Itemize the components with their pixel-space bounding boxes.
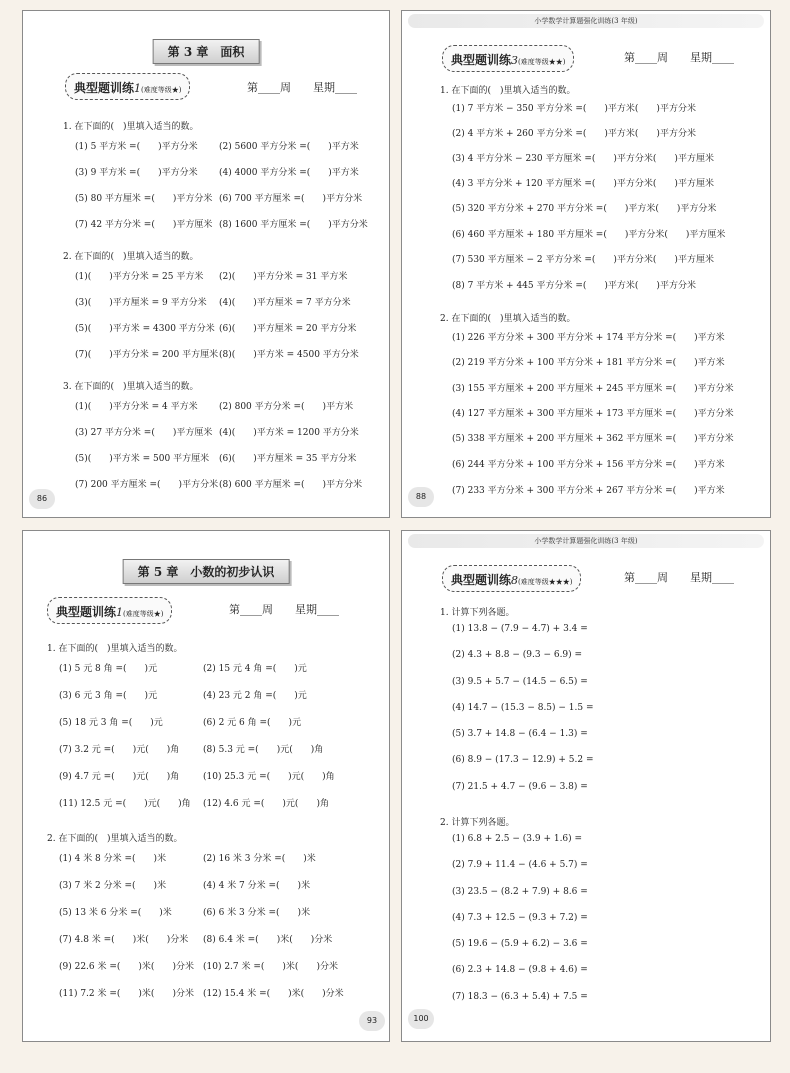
question-item: (6)( )平方厘米 = 20 平方分米 [219, 324, 357, 334]
question-item: (9) 22.6 米 =( )米( )分米 [59, 962, 194, 972]
training-badge [442, 565, 581, 592]
workbook-page-100 [401, 530, 771, 1042]
question-heading: 1. 在下面的( )里填入适当的数。 [47, 644, 183, 654]
question-item: (6)( )平方厘米 = 35 平方分米 [219, 454, 357, 464]
question-item: (5) 3.7 + 14.8 − (6.4 − 1.3) = [452, 729, 588, 739]
question-heading: 1. 计算下列各题。 [440, 608, 515, 618]
question-item: (7) 530 平方厘米 − 2 平方分米 =( )平方分米( )平方厘米 [452, 255, 714, 265]
question-item: (3) 9.5 + 5.7 − (14.5 − 6.5) = [452, 677, 588, 687]
question-item: (2) 4 平方米 + 260 平方分米 =( )平方米( )平方分米 [452, 129, 696, 139]
page-number: 86 [29, 489, 55, 509]
training-title: 典型题训练 [74, 81, 135, 95]
question-item: (1)( )平方分米 = 25 平方米 [75, 272, 204, 282]
week-day-line: 第____周 星期____ [624, 51, 734, 64]
question-item: (5) 18 元 3 角 =( )元 [59, 718, 163, 728]
question-item: (1)( )平方分米 = 4 平方米 [75, 402, 198, 412]
training-title: 典型题训练 [56, 605, 117, 619]
question-item: (11) 12.5 元 =( )元( )角 [59, 799, 191, 809]
question-item: (7)( )平方分米 = 200 平方厘米 [75, 350, 219, 360]
question-item: (2) 15 元 4 角 =( )元 [203, 664, 307, 674]
question-item: (6) 700 平方厘米 =( )平方分米 [219, 194, 363, 204]
question-item: (8) 5.3 元 =( )元( )角 [203, 745, 324, 755]
question-item: (1) 13.8 − (7.9 − 4.7) + 3.4 = [452, 624, 588, 634]
question-item: (5) 80 平方厘米 =( )平方分米 [75, 194, 213, 204]
training-title: 典型题训练 [451, 53, 512, 67]
question-item: (4) 23 元 2 角 =( )元 [203, 691, 307, 701]
question-heading: 2. 在下面的( )里填入适当的数。 [440, 314, 576, 324]
week-day-line: 第____周 星期____ [624, 571, 734, 584]
question-item: (12) 4.6 元 =( )元( )角 [203, 799, 329, 809]
question-item: (3) 9 平方米 =( )平方分米 [75, 168, 198, 178]
page-number: 88 [408, 487, 434, 507]
difficulty-level: (难度等级★) [141, 86, 182, 94]
question-item: (9) 4.7 元 =( )元( )角 [59, 772, 180, 782]
page-number: 100 [408, 1009, 434, 1029]
workbook-page-88 [401, 10, 771, 518]
question-item: (8)( )平方米 = 4500 平方分米 [219, 350, 359, 360]
workbook-page-86 [22, 10, 390, 518]
workbook-page-93 [22, 530, 390, 1042]
training-title: 典型题训练 [451, 573, 512, 587]
question-item: (1) 4 米 8 分米 =( )米 [59, 854, 167, 864]
question-item: (10) 25.3 元 =( )元( )角 [203, 772, 335, 782]
question-item: (7) 4.8 米 =( )米( )分米 [59, 935, 189, 945]
question-item: (10) 2.7 米 =( )米( )分米 [203, 962, 338, 972]
training-number: 8 [511, 574, 519, 587]
question-item: (8) 6.4 米 =( )米( )分米 [203, 935, 333, 945]
question-item: (4) 7.3 + 12.5 − (9.3 + 7.2) = [452, 913, 588, 923]
running-header: 小学数学计算题强化训练(3 年级) [408, 534, 764, 548]
question-item: (4) 4 米 7 分米 =( )米 [203, 881, 311, 891]
question-heading: 2. 计算下列各题。 [440, 818, 515, 828]
question-item: (3) 155 平方厘米 + 200 平方厘米 + 245 平方厘米 =( )平方分米 [452, 384, 734, 394]
question-item: (1) 226 平方分米 + 300 平方分米 + 174 平方分米 =( )平方米 [452, 333, 725, 343]
question-item: (11) 7.2 米 =( )米( )分米 [59, 989, 194, 999]
question-heading: 2. 在下面的( )里填入适当的数。 [63, 252, 199, 262]
question-item: (1) 5 平方米 =( )平方分米 [75, 142, 198, 152]
chapter-title: 第 3 章 面积 [153, 39, 260, 64]
question-item: (2) 800 平方分米 =( )平方米 [219, 402, 354, 412]
question-item: (4) 3 平方分米 + 120 平方厘米 =( )平方分米( )平方厘米 [452, 179, 714, 189]
training-badge [47, 597, 172, 624]
question-item: (12) 15.4 米 =( )米( )分米 [203, 989, 344, 999]
question-item: (1) 5 元 8 角 =( )元 [59, 664, 158, 674]
question-heading: 2. 在下面的( )里填入适当的数。 [47, 834, 183, 844]
question-item: (4)( )平方厘米 = 7 平方分米 [219, 298, 351, 308]
question-item: (3)( )平方厘米 = 9 平方分米 [75, 298, 207, 308]
question-item: (2) 4.3 + 8.8 − (9.3 − 6.9) = [452, 650, 583, 660]
question-item: (3) 6 元 3 角 =( )元 [59, 691, 158, 701]
training-number: 1 [116, 606, 124, 619]
question-item: (4) 14.7 − (15.3 − 8.5) − 1.5 = [452, 703, 594, 713]
difficulty-level: (难度等级★) [123, 610, 164, 618]
question-item: (6) 2.3 + 14.8 − (9.8 + 4.6) = [452, 965, 588, 975]
question-heading: 1. 在下面的( )里填入适当的数。 [63, 122, 199, 132]
chapter-title: 第 5 章 小数的初步认识 [123, 559, 290, 584]
week-day-line: 第____周 星期____ [229, 603, 339, 616]
question-item: (2) 16 米 3 分米 =( )米 [203, 854, 316, 864]
question-item: (1) 7 平方米 − 350 平方分米 =( )平方米( )平方分米 [452, 104, 696, 114]
question-item: (6) 460 平方厘米 + 180 平方厘米 =( )平方分米( )平方厘米 [452, 230, 726, 240]
training-number: 1 [134, 82, 142, 95]
question-heading: 3. 在下面的( )里填入适当的数。 [63, 382, 199, 392]
question-item: (5)( )平方米 = 4300 平方分米 [75, 324, 215, 334]
question-item: (2) 219 平方分米 + 100 平方分米 + 181 平方分米 =( )平方米 [452, 358, 725, 368]
question-item: (7) 42 平方分米 =( )平方厘米 [75, 220, 213, 230]
question-item: (6) 2 元 6 角 =( )元 [203, 718, 302, 728]
running-header: 小学数学计算题强化训练(3 年级) [408, 14, 764, 28]
training-number: 3 [511, 54, 519, 67]
question-item: (5) 19.6 − (5.9 + 6.2) − 3.6 = [452, 939, 588, 949]
question-item: (7) 233 平方分米 + 300 平方分米 + 267 平方分米 =( )平方米 [452, 486, 725, 496]
training-badge [65, 73, 190, 100]
difficulty-level: (难度等级★★) [518, 58, 566, 66]
question-item: (5) 13 米 6 分米 =( )米 [59, 908, 172, 918]
question-item: (7) 18.3 − (6.3 + 5.4) + 7.5 = [452, 992, 588, 1002]
question-item: (8) 7 平方米 + 445 平方分米 =( )平方米( )平方分米 [452, 281, 696, 291]
question-item: (4)( )平方米 = 1200 平方分米 [219, 428, 359, 438]
question-item: (2)( )平方分米 = 31 平方米 [219, 272, 348, 282]
question-item: (3) 23.5 − (8.2 + 7.9) + 8.6 = [452, 887, 588, 897]
question-heading: 1. 在下面的( )里填入适当的数。 [440, 86, 576, 96]
question-item: (5) 338 平方厘米 + 200 平方厘米 + 362 平方厘米 =( )平方分米 [452, 434, 734, 444]
difficulty-level: (难度等级★★★) [518, 578, 573, 586]
question-item: (8) 600 平方厘米 =( )平方分米 [219, 480, 363, 490]
question-item: (7) 200 平方厘米 =( )平方分米 [75, 480, 219, 490]
question-item: (3) 7 米 2 分米 =( )米 [59, 881, 167, 891]
page-number: 93 [359, 1011, 385, 1031]
question-item: (6) 244 平方分米 + 100 平方分米 + 156 平方分米 =( )平方米 [452, 460, 725, 470]
question-item: (7) 3.2 元 =( )元( )角 [59, 745, 180, 755]
question-item: (3) 27 平方分米 =( )平方厘米 [75, 428, 213, 438]
training-badge [442, 45, 574, 72]
question-item: (2) 5600 平方分米 =( )平方米 [219, 142, 359, 152]
question-item: (4) 127 平方厘米 + 300 平方厘米 + 173 平方厘米 =( )平方分米 [452, 409, 734, 419]
week-day-line: 第____周 星期____ [247, 81, 357, 94]
question-item: (6) 6 米 3 分米 =( )米 [203, 908, 311, 918]
question-item: (6) 8.9 − (17.3 − 12.9) + 5.2 = [452, 755, 594, 765]
question-item: (4) 4000 平方分米 =( )平方米 [219, 168, 359, 178]
question-item: (1) 6.8 + 2.5 − (3.9 + 1.6) = [452, 834, 583, 844]
question-item: (5) 320 平方分米 + 270 平方分米 =( )平方米( )平方分米 [452, 204, 717, 214]
question-item: (3) 4 平方分米 − 230 平方厘米 =( )平方分米( )平方厘米 [452, 154, 714, 164]
question-item: (5)( )平方米 = 500 平方厘米 [75, 454, 210, 464]
question-item: (2) 7.9 + 11.4 − (4.6 + 5.7) = [452, 860, 588, 870]
question-item: (7) 21.5 + 4.7 − (9.6 − 3.8) = [452, 782, 588, 792]
question-item: (8) 1600 平方厘米 =( )平方分米 [219, 220, 368, 230]
